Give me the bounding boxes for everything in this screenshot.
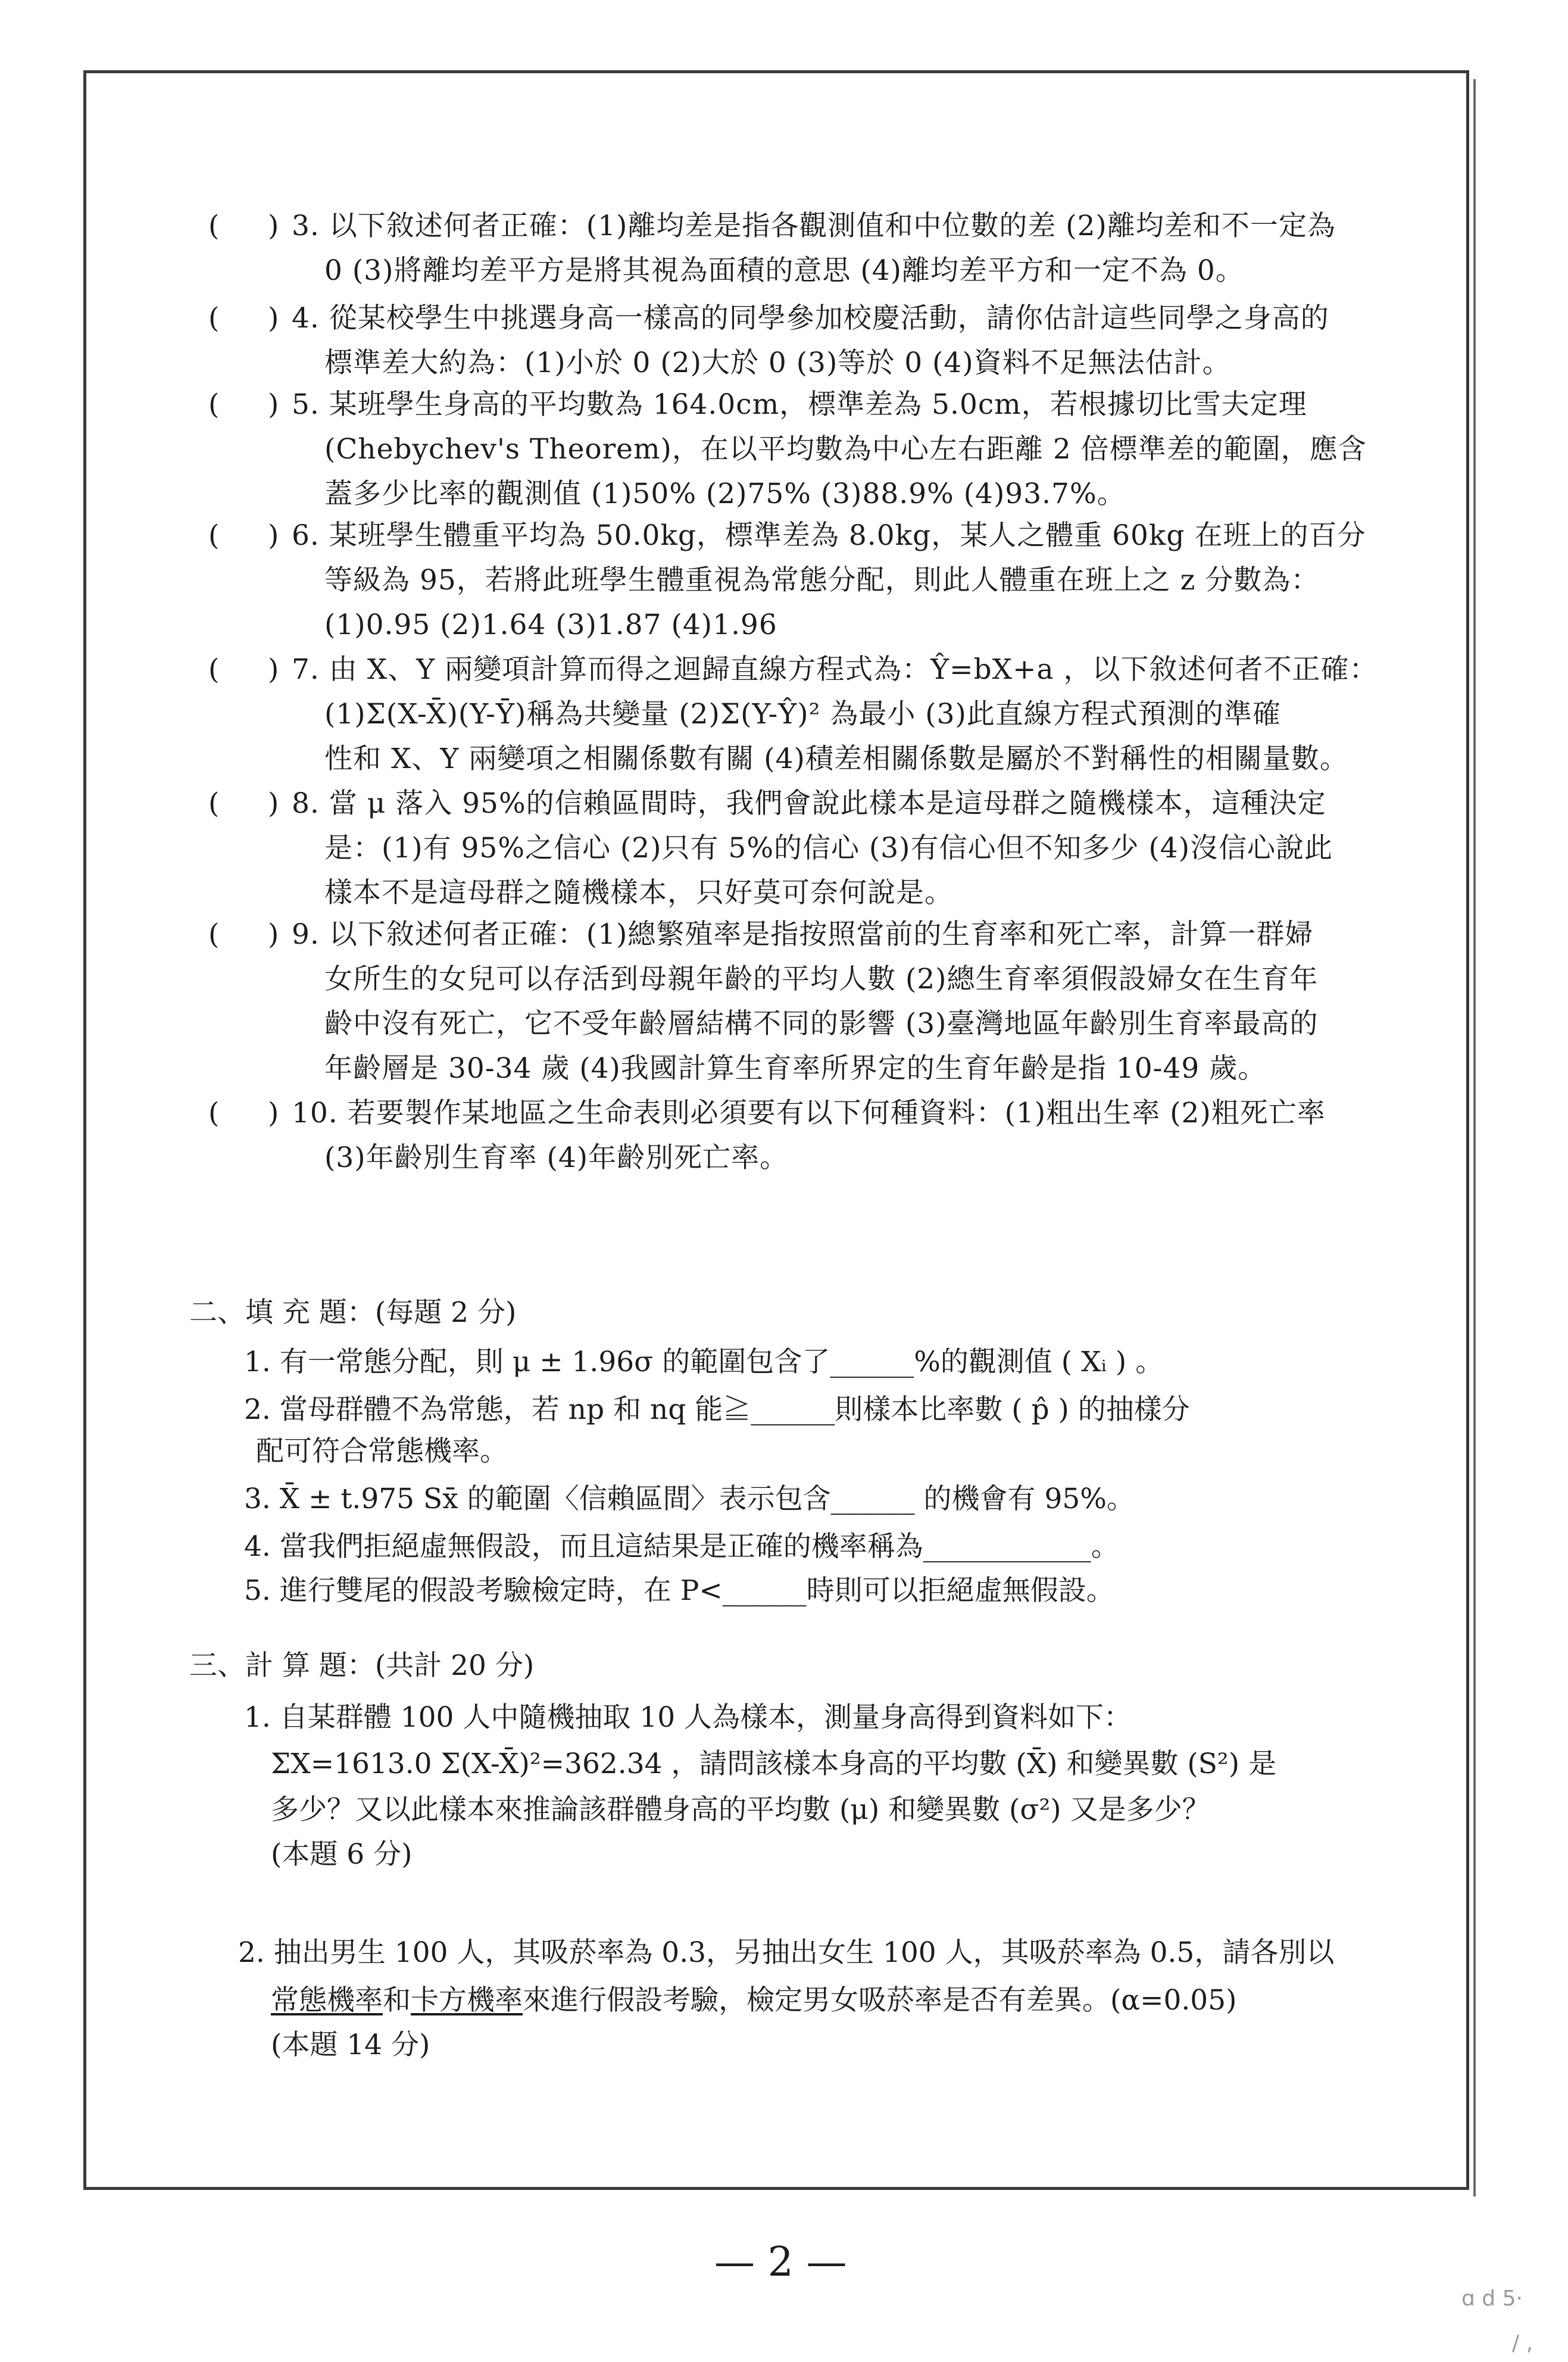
mc-question-9-line: 女所生的女兒可以存活到母親年齡的平均人數 (2)總生育率須假設婦女在生育年 [324,963,1319,996]
answer-paren-close: ) [268,653,279,686]
mc-question-9-line: 9. 以下敘述何者正確：(1)總繁殖率是指按照當前的生育率和死亡率，計算一群婦 [292,918,1314,951]
answer-paren-open: ( [208,918,220,951]
normal-prob-underlined: 常態機率 [271,1984,383,2017]
mc-question-7-line: 7. 由 X、Y 兩變項計算而得之迴歸直線方程式為：Ŷ=bX+a ，以下敘述何者不正確： [292,653,1378,686]
fill-item-3: 3. X̄ ± t.975 Sx̄ 的範圍〈信賴區間〉表示包含______ 的機會有 95%。 [244,1483,1135,1515]
mc-question-6-line: (1)0.95 (2)1.64 (3)1.87 (4)1.96 [324,609,777,641]
answer-paren-close: ) [268,302,279,335]
page-number: — 2 — [714,2239,847,2286]
answer-paren-close: ) [268,787,279,820]
mc-question-7-line: (1)Σ(X-X̄)(Y-Ȳ)稱為共變量 (2)Σ(Y-Ŷ)² 為最小 (3)此直線方程式預測的準確 [324,698,1281,731]
answer-paren-close: ) [268,210,279,242]
mc-question-8-line: 樣本不是這母群之隨機樣本，只好莫可奈何說是。 [324,876,953,909]
calc-q2-line2 [271,1983,1236,2018]
mc-question-6-line: 6. 某班學生體重平均為 50.0kg，標準差為 8.0kg，某人之體重 60kg 在班上的百分 [292,519,1366,552]
answer-paren-close: ) [268,388,279,421]
mc-question-10-line: (3)年齡別生育率 (4)年齡別死亡率。 [324,1141,789,1174]
mc-question-7-line: 性和 X、Y 兩變項之相關係數有關 (4)積差相關係數是屬於不對稱性的相關量數。 [324,742,1348,775]
chi-square-underlined: 卡方機率 [411,1984,523,2017]
mc-question-5-line: 5. 某班學生身高的平均數為 164.0cm，標準差為 5.0cm，若根據切比雪夫定理 [292,388,1307,421]
answer-paren-open: ( [208,302,220,335]
fill-item-4: 4. 當我們拒絕虛無假設，而且這結果是正確的機率稱為____________。 [244,1530,1119,1563]
answer-paren-close: ) [268,1097,279,1129]
answer-paren-open: ( [208,1097,220,1129]
and-text: 和 [383,1984,411,2017]
mc-question-8-line: 是：(1)有 95%之信心 (2)只有 5%的信心 (3)有信心但不知多少 (4)沒信心說此 [324,832,1333,865]
mc-question-5-line: (Chebychev's Theorem)，在以平均數為中心左右距離 2 倍標準差的範圍，應含 [324,433,1367,466]
mc-question-9-line: 年齡層是 30-34 歲 (4)我國計算生育率所界定的生育年齡是指 10-49 歲。 [324,1052,1267,1085]
mc-question-4-line: 標準差大約為：(1)小於 0 (2)大於 0 (3)等於 0 (4)資料不足無法估計。 [324,347,1231,379]
mc-question-9-line: 齡中沒有死亡，它不受年齡層結構不同的影響 (3)臺灣地區年齡別生育率最高的 [324,1007,1319,1040]
fill-heading: 二、填 充 題：(每題 2 分) [189,1296,517,1329]
fill-item-5: 5. 進行雙尾的假設考驗檢定時，在 P<______時則可以拒絕虛無假設。 [244,1574,1114,1607]
fill-item-2-cont: 配可符合常態機率。 [256,1435,508,1468]
mc-question-3-line: 3. 以下敘述何者正確：(1)離均差是指各觀測值和中位數的差 (2)離均差和不一定為 [292,210,1336,242]
answer-paren-close: ) [268,918,279,951]
calc-heading: 三、計 算 題：(共計 20 分) [189,1649,535,1682]
mc-question-10-line: 10. 若要製作某地區之生命表則必須要有以下何種資料：(1)粗出生率 (2)粗死亡率 [292,1097,1326,1129]
fill-item-1: 1. 有一常態分配，則 μ ± 1.96σ 的範圍包含了______%的觀測值 ( Xᵢ ) 。 [244,1346,1164,1378]
mc-question-6-line: 等級為 95，若將此班學生體重視為常態分配，則此人體重在班上之 z 分數為： [324,564,1320,597]
calc-q1-line2: ΣX=1613.0 Σ(X-X̄)²=362.34 ，請問該樣本身高的平均數 (X̄) 和變異數 (S²) 是 [271,1748,1277,1780]
fill-item-2: 2. 當母群體不為常態，若 np 和 nq 能≧______則樣本比率數 ( p̂ ) 的抽樣分 [244,1393,1190,1426]
calc-q1-line1: 1. 自某群體 100 人中隨機抽取 10 人為樣本，測量身高得到資料如下： [244,1701,1132,1734]
answer-paren-open: ( [208,787,220,820]
calc-q2-line1: 2. 抽出男生 100 人，其吸菸率為 0.3，另抽出女生 100 人，其吸菸率為 0.5，請各別以 [238,1936,1335,1969]
calc-q1-line3: 多少？又以此樣本來推論該群體身高的平均數 (μ) 和變異數 (σ²) 又是多少？ [271,1793,1210,1826]
answer-paren-open: ( [208,519,220,552]
answer-paren-open: ( [208,210,220,242]
margin-scribble-2: / , [1512,2331,1533,2355]
mc-question-3-line: 0 (3)將離均差平方是將其視為面積的意思 (4)離均差平方和一定不為 0。 [324,254,1244,287]
answer-paren-open: ( [208,388,220,421]
mc-question-5-line: 蓋多少比率的觀測值 (1)50% (2)75% (3)88.9% (4)93.7%。 [324,478,1126,510]
calc-q1-line4: (本題 6 分) [271,1838,413,1871]
mc-question-4-line: 4. 從某校學生中挑選身高一樣高的同學參加校慶活動，請你估計這些同學之身高的 [292,302,1329,335]
answer-paren-open: ( [208,653,220,686]
answer-paren-close: ) [268,519,279,552]
calc-q2-line3: (本題 14 分) [271,2029,430,2061]
margin-scribble: ɑ d 5· [1461,2286,1523,2311]
q2-tail: 來進行假設考驗，檢定男女吸菸率是否有差異。(α=0.05) [523,1984,1237,2017]
mc-question-8-line: 8. 當 μ 落入 95%的信賴區間時，我們會說此樣本是這母群之隨機樣本，這種決定 [292,787,1326,820]
